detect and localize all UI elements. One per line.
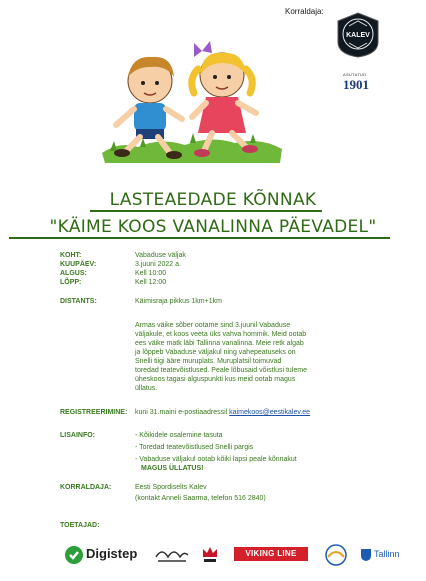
extra-info-item: - Kõikidele osalemine tasuta xyxy=(135,432,223,439)
extra-info-item: MAGUS ÜLLATUS! xyxy=(141,465,204,472)
start-label: ALGUS: xyxy=(60,270,87,277)
description-line: üheskoos tagasi alguspunkti kus meid ootab magus xyxy=(135,376,296,383)
organizer-block xyxy=(135,483,266,503)
date-value: 3.juuni 2022 a. xyxy=(135,261,181,268)
start-value: Kell 10:00 xyxy=(135,270,167,277)
organizer-header-label: Korraldaja: xyxy=(285,7,324,16)
extra-info-item: - Vabaduse väljakul ootab kõiki lapsi peale kõnnakut xyxy=(135,456,297,463)
place-label: KOHT: xyxy=(60,252,82,259)
description-line: üllatus. xyxy=(135,385,158,392)
digistep-icon xyxy=(64,545,84,565)
viking-line-logo: VIKING LINE xyxy=(234,547,308,561)
event-description xyxy=(135,321,365,393)
digistep-name: Digistep xyxy=(86,546,138,561)
organizer-name: Eesti Spordiselts Kalev xyxy=(135,484,207,491)
description-line: Snelli tiigi ääre muruplats. Muruplatsil toimuvad xyxy=(135,358,282,365)
tallinn-name: Tallinn xyxy=(374,549,400,559)
kalev-logo xyxy=(336,12,380,58)
subtitle-underline xyxy=(9,237,390,239)
place-value: Vabaduse väljak xyxy=(135,252,186,259)
sponsor-logo-round xyxy=(318,543,354,567)
description-line: ees väike matk läbi Tallinna vanalinna. Meie retk algab xyxy=(135,340,304,347)
logo-year: 1901 xyxy=(343,77,369,92)
tallinn-shield-icon xyxy=(360,548,372,562)
organizer-contact: (kontakt Anneli Saarma, telefon 516 2840) xyxy=(135,495,266,502)
description-line: Armas väike sõber ootame sind 3.juunil Vabaduse xyxy=(135,322,291,329)
crown-logo xyxy=(200,543,220,567)
extra-info-list xyxy=(135,431,297,473)
description-line: väljakule, et koos veeta üks vahva hommik. Meid ootab xyxy=(135,331,307,338)
running-children-illustration xyxy=(100,33,285,168)
distance-value: Käimisraja pikkus 1km+1km xyxy=(135,298,222,305)
registration-text xyxy=(135,408,310,417)
registration-label: REGISTREERIMINE: xyxy=(60,409,128,416)
sponsors-label: TOETAJAD: xyxy=(60,522,100,529)
registration-deadline: kuni 31.maini e-postiaadressil xyxy=(135,409,230,416)
registration-email-link[interactable]: kaimekoos@eestikalev.ee xyxy=(229,409,311,416)
extra-info-label: LISAINFO: xyxy=(60,432,95,439)
end-value: Kell 12:00 xyxy=(135,279,167,286)
title-underline xyxy=(90,210,322,212)
organizer-label: KORRALDAJA: xyxy=(60,484,112,491)
extra-info-item: - Toredad teatevõistlused Snelli pargis xyxy=(135,444,254,451)
date-label: KUUPÄEV: xyxy=(60,261,97,268)
logo-subtitle: ASUTATUD xyxy=(343,72,367,77)
sponsor-logo-script xyxy=(152,543,192,567)
event-subtitle: "KÄIME KOOS VANALINNA PÄEVADEL" xyxy=(49,217,377,237)
end-label: LÕPP: xyxy=(60,279,82,286)
distance-label: DISTANTS: xyxy=(60,298,97,305)
digistep-logo xyxy=(64,543,146,567)
event-title: LASTEAEDADE KÕNNAK xyxy=(109,190,317,210)
description-line: ja lõppeb Vabaduse väljakul ning vahepeatuseks on xyxy=(135,349,296,356)
description-line: toredad teatevõistlused. Peale lõbusaid võistlusi tuleme xyxy=(135,367,307,374)
svg-text:KALEV: KALEV xyxy=(346,32,370,39)
tallinn-logo xyxy=(360,543,406,567)
